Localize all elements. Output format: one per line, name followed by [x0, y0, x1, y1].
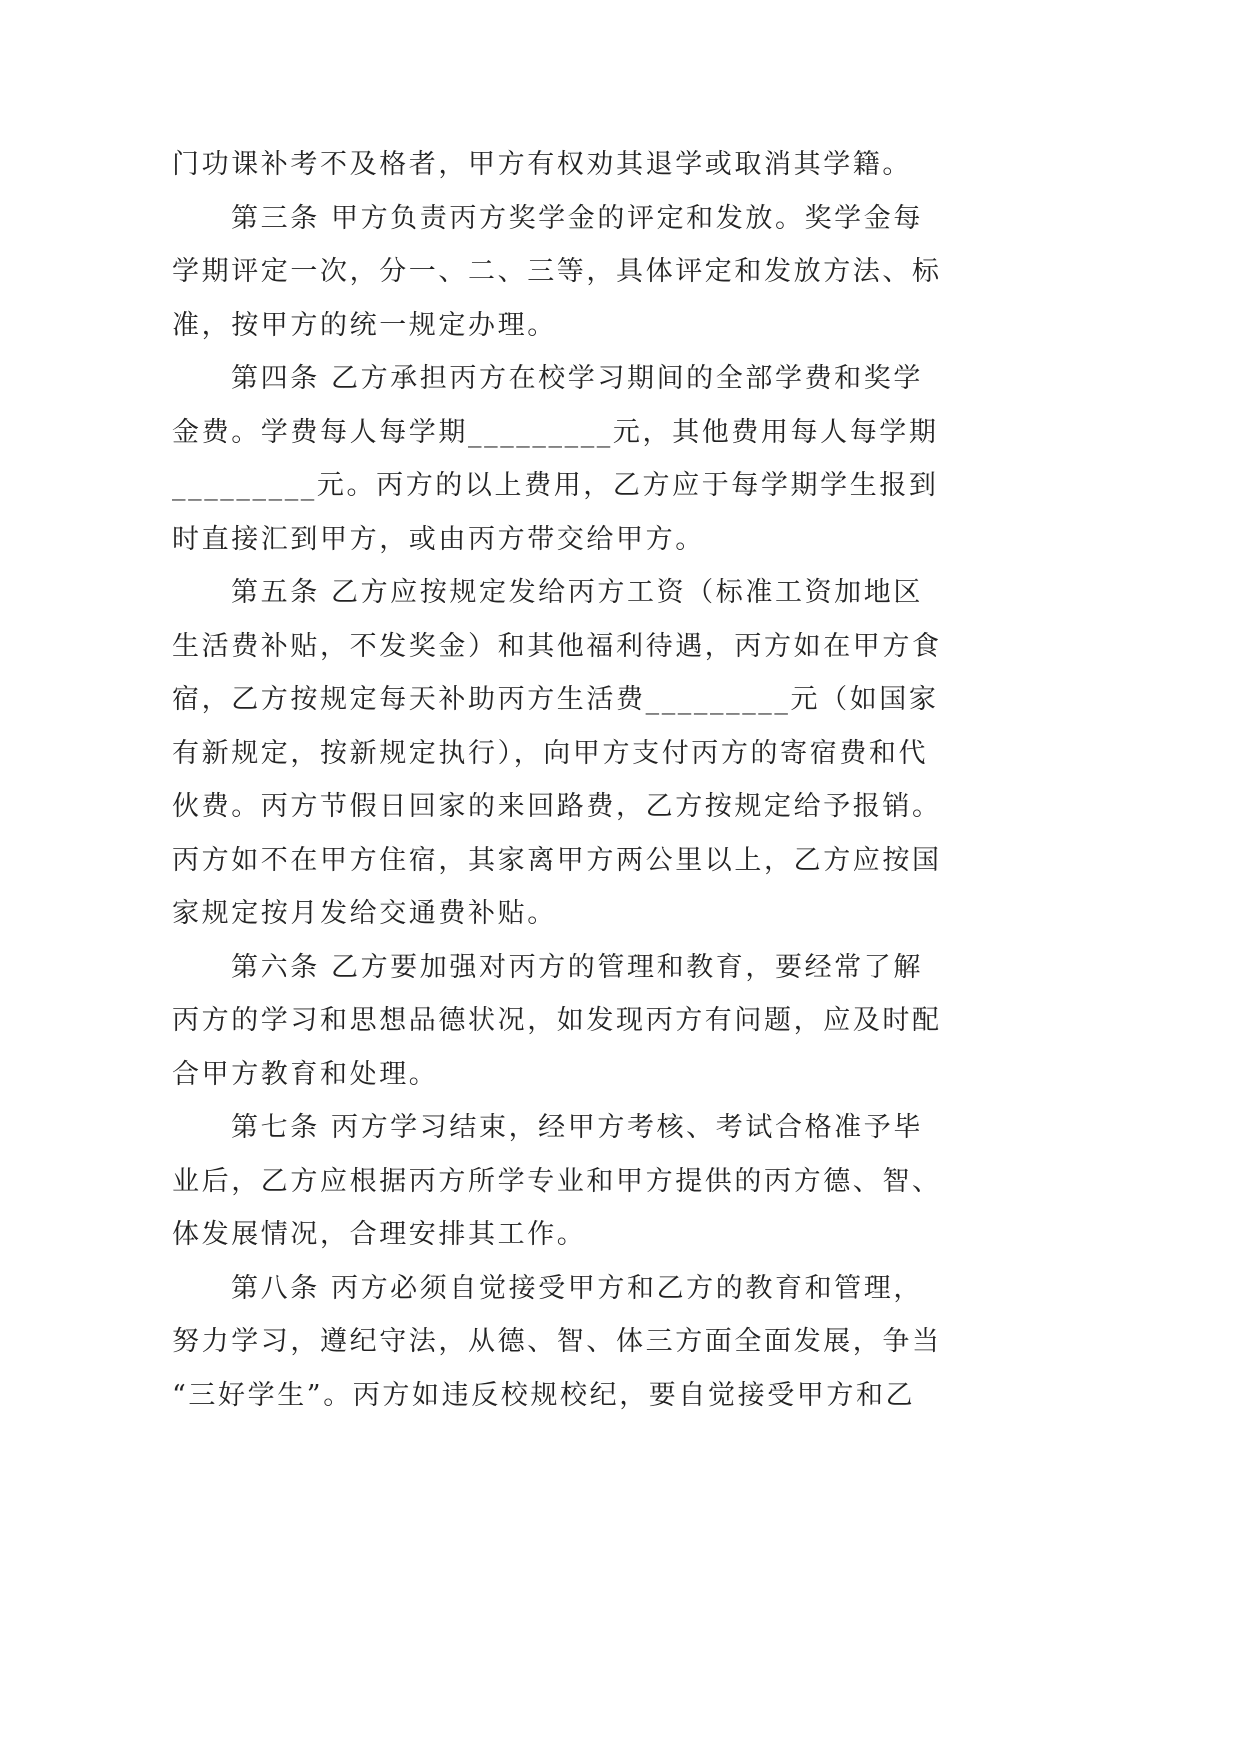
text-line: 准，按甲方的统一规定办理。	[172, 309, 557, 341]
text-line: 努力学习，遵纪守法，从德、智、体三方面全面发展，争当	[172, 1326, 942, 1357]
text-line: “三好学生”。丙方如违反校规校纪，要自觉接受甲方和乙	[172, 1379, 916, 1411]
text-line: 时直接汇到甲方，或由丙方带交给甲方。	[172, 523, 705, 555]
text-line: 伙费。丙方节假日回家的来回路费，乙方按规定给予报销。	[172, 791, 942, 822]
article-7-first-line: 第七条 丙方学习结束，经甲方考核、考试合格准予毕	[231, 1112, 923, 1143]
text-line: 有新规定，按新规定执行），向甲方支付丙方的寄宿费和代	[172, 737, 929, 769]
article-4-first-line: 第四条 乙方承担丙方在校学习期间的全部学费和奖学	[231, 363, 923, 394]
text-line: 体发展情况，合理安排其工作。	[172, 1219, 587, 1250]
article-3-first-line: 第三条 甲方负责丙方奖学金的评定和发放。奖学金每	[231, 202, 923, 234]
article-6-first-line: 第六条 乙方要加强对丙方的管理和教育，要经常了解	[231, 951, 923, 983]
text-line: 业后，乙方应根据丙方所学专业和甲方提供的丙方德、智、	[172, 1165, 942, 1197]
text-line: 丙方如不在甲方住宿，其家离甲方两公里以上，乙方应按国	[172, 844, 942, 876]
text-line: 丙方的学习和思想品德状况，如发现丙方有问题，应及时配	[172, 1005, 942, 1036]
text-line: 门功课补考不及格者，甲方有权劝其退学或取消其学籍。	[172, 149, 912, 180]
text-line: 合甲方教育和处理。	[172, 1058, 439, 1090]
article-5-first-line: 第五条 乙方应按规定发给丙方工资（标准工资加地区	[231, 577, 923, 608]
text-line: 金费。学费每人每学期_________元，其他费用每人每学期	[172, 416, 939, 448]
text-line: _________元。丙方的以上费用，乙方应于每学期学生报到	[172, 470, 939, 501]
text-line: 生活费补贴，不发奖金）和其他福利待遇，丙方如在甲方食	[172, 630, 942, 662]
text-line: 宿，乙方按规定每天补助丙方生活费_________元（如国家	[172, 684, 939, 715]
text-line: 学期评定一次，分一、二、三等，具体评定和发放方法、标	[172, 256, 942, 287]
document-body	[172, 138, 972, 1422]
article-8-first-line: 第八条 丙方必须自觉接受甲方和乙方的教育和管理，	[231, 1272, 923, 1304]
text-line: 家规定按月发给交通费补贴。	[172, 898, 557, 929]
